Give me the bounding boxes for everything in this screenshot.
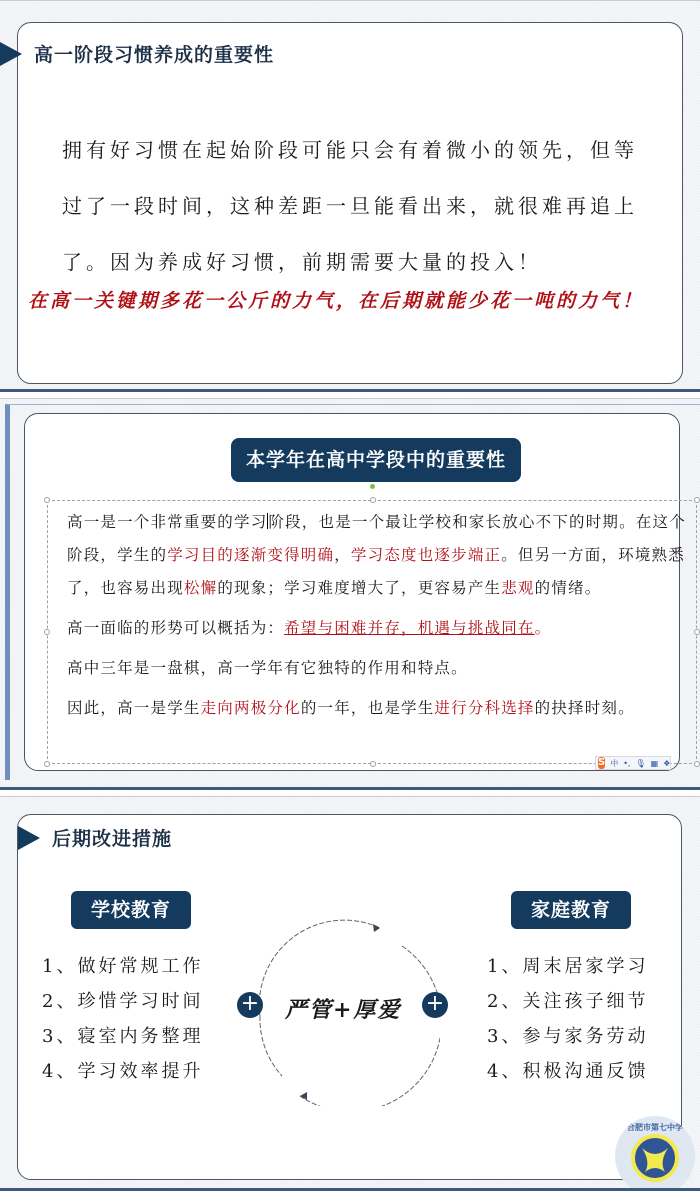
paragraph-2: 高一面临的形势可以概括为：希望与困难并存，机遇与挑战同在。 xyxy=(67,619,552,637)
resize-handle[interactable] xyxy=(44,497,50,503)
list-item: 2、关注孩子细节 xyxy=(487,991,649,1012)
list-item: 1、做好常规工作 xyxy=(42,956,204,977)
highlight-text: 悲观 xyxy=(501,579,535,597)
textbox-content[interactable] xyxy=(67,506,697,725)
section-title: 高一阶段习惯养成的重要性 xyxy=(34,44,275,66)
highlight-text: 进行分科选择 xyxy=(434,699,535,717)
divider xyxy=(0,796,700,797)
content-card xyxy=(24,413,686,771)
list-item: 3、参与家务劳动 xyxy=(487,1026,649,1047)
center-motto: 严管+厚爱 xyxy=(285,997,402,1023)
resize-handle[interactable] xyxy=(694,761,700,767)
highlight-text: 走向两极分化 xyxy=(200,699,301,717)
section-header xyxy=(18,824,172,851)
highlight-text: 学习目的逐渐变得明确 xyxy=(167,546,335,564)
list-item: 1、周末居家学习 xyxy=(487,956,649,977)
divider xyxy=(0,398,700,399)
school-measures-list xyxy=(42,949,203,1089)
microphone-icon[interactable]: 🎙 xyxy=(635,758,646,768)
family-education-label: 家庭教育 xyxy=(511,891,631,929)
slide-habit-importance xyxy=(0,0,700,392)
paragraph-4: 因此，高一是学生走向两极分化的一年，也是学生进行分科选择的抉择时刻。 xyxy=(67,699,635,717)
divider xyxy=(0,389,700,392)
list-item: 4、积极沟通反馈 xyxy=(487,1061,649,1082)
section-header xyxy=(0,40,274,67)
school-logo xyxy=(615,1116,695,1191)
resize-handle[interactable] xyxy=(44,761,50,767)
slide-year-importance xyxy=(0,398,700,790)
plus-icon: + xyxy=(237,992,263,1018)
list-item: 4、学习效率提升 xyxy=(42,1061,204,1082)
triangle-bullet-icon xyxy=(0,42,22,66)
paragraph-1: 高一是一个非常重要的学习阶段，也是一个最让学校和家长放心不下的时期。在这个阶段，学生的学习目的逐渐变得明确，学习态度也逐步端正。但另一方面，环境熟悉了，也容易出现松懈的现象；学习难度增大了，更容易产生悲观的情绪。 xyxy=(67,513,686,597)
punctuation-icon[interactable]: •, xyxy=(623,758,631,768)
highlight-text: 学习态度也逐步端正 xyxy=(350,546,502,564)
resize-handle[interactable] xyxy=(44,629,50,635)
chinese-mode-icon[interactable]: 中 xyxy=(610,758,619,768)
slogan: 在高一关键期多花一公斤的力气，在后期就能少花一吨的力气！ xyxy=(28,290,645,312)
highlight-text: 松懈 xyxy=(183,579,218,597)
list-item: 2、珍惜学习时间 xyxy=(42,991,204,1012)
school-education-label: 学校教育 xyxy=(71,891,191,929)
habit-paragraph: 拥有好习惯在起始阶段可能只会有着微小的领先，但等过了一段时间，这种差距一旦能看出来，就很难再追上了。因为养成好习惯，前期需要大量的投入！ xyxy=(62,138,638,274)
svg-text:合肥市第七中学: 合肥市第七中学 xyxy=(627,1123,683,1132)
divider xyxy=(0,787,700,790)
family-measures-list xyxy=(487,949,648,1089)
paragraph-3: 高中三年是一盘棋，高一学年有它独特的作用和特点。 xyxy=(67,659,468,677)
keyboard-icon[interactable]: ▦ xyxy=(650,758,659,768)
section-title: 后期改进措施 xyxy=(52,828,173,850)
slide-improvement-measures xyxy=(0,796,700,1191)
rotate-handle[interactable] xyxy=(370,484,375,489)
triangle-bullet-icon xyxy=(18,826,40,850)
divider xyxy=(0,0,700,1)
list-item: 3、寝室内务整理 xyxy=(42,1026,204,1047)
resize-handle[interactable] xyxy=(370,497,376,503)
plus-icon: + xyxy=(422,992,448,1018)
ime-toolbar[interactable] xyxy=(595,756,671,770)
resize-handle[interactable] xyxy=(694,497,700,503)
title-banner: 本学年在高中学段中的重要性 xyxy=(231,438,521,482)
underlined-highlight: 希望与困难并存，机遇与挑战同在 xyxy=(284,619,535,637)
resize-handle[interactable] xyxy=(370,761,376,767)
sogou-logo-icon[interactable]: S xyxy=(598,757,606,768)
skin-icon[interactable]: ❖ xyxy=(663,758,671,768)
